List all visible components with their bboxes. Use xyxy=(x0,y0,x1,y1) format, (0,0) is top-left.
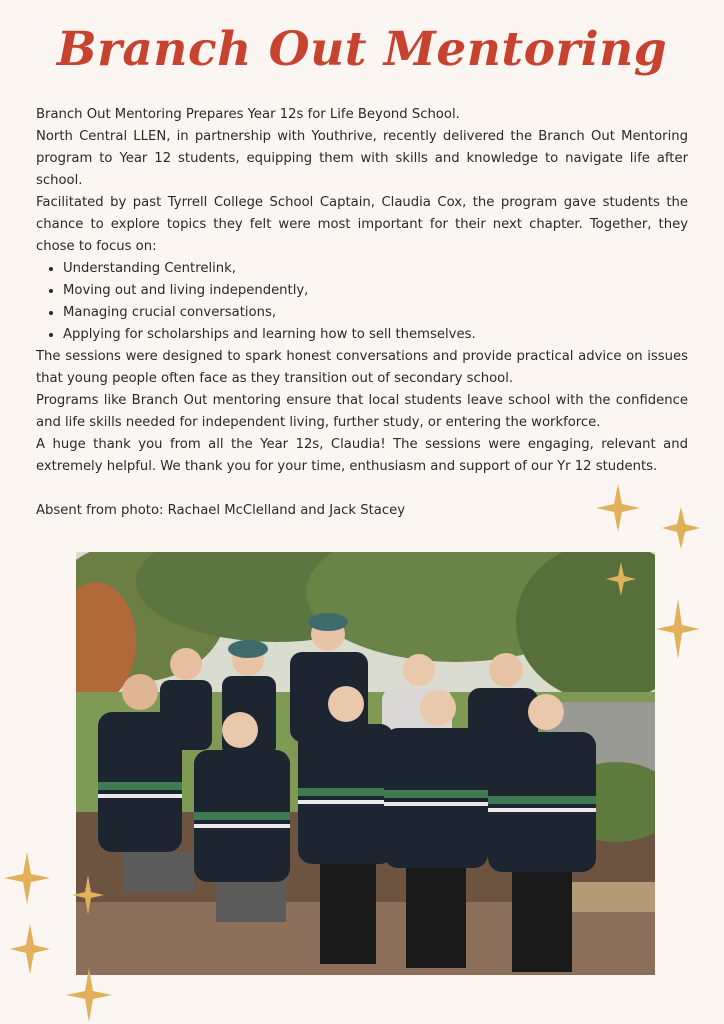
list-item: • Managing crucial conversations, xyxy=(63,302,688,324)
sparkle-icon xyxy=(70,874,106,916)
list-item: • Understanding Centrelink, xyxy=(63,258,688,280)
sparkle-icon xyxy=(660,505,702,551)
sparkle-icon xyxy=(8,922,52,976)
article-headline: Branch Out Mentoring Prepares Year 12s for Life Beyond School. xyxy=(36,107,460,122)
sparkle-icon xyxy=(594,482,642,534)
sparkle-icon xyxy=(604,560,638,598)
sparkle-icon xyxy=(654,596,702,662)
topics-list xyxy=(36,258,688,346)
programs-paragraph: Programs like Branch Out mentoring ensure that local students leave school with the confidence and life skills needed for independent living, further study, or entering the workforce. xyxy=(36,393,688,430)
sparkle-icon xyxy=(2,850,52,906)
page-title: Branch Out Mentoring xyxy=(56,22,668,77)
sparkle-icon xyxy=(64,966,114,1024)
absent-note: Absent from photo: Rachael McClelland and Jack Stacey xyxy=(36,503,406,518)
sessions-paragraph: The sessions were designed to spark honest conversations and provide practical advice on issues that young people often face as they transition out of secondary school. xyxy=(36,349,688,386)
facilitator-paragraph: Facilitated by past Tyrrell College School Captain, Claudia Cox, the program gave students the chance to explore topics they felt were most important for their next chapter. Together, they chose to focus on: xyxy=(36,195,688,254)
thanks-paragraph: A huge thank you from all the Year 12s, Claudia! The sessions were engaging, relevant and extremely helpful. We thank you for your time, enthusiasm and support of our Yr 12 students. xyxy=(36,437,688,474)
group-photo xyxy=(76,552,655,975)
article-body xyxy=(36,104,688,522)
list-item: • Applying for scholarships and learning how to sell themselves. xyxy=(63,324,688,346)
intro-paragraph: North Central LLEN, in partnership with Youthrive, recently delivered the Branch Out Mentoring program to Year 12 students, equipping them with skills and knowledge to navigate life after school. xyxy=(36,129,688,188)
list-item: • Moving out and living independently, xyxy=(63,280,688,302)
